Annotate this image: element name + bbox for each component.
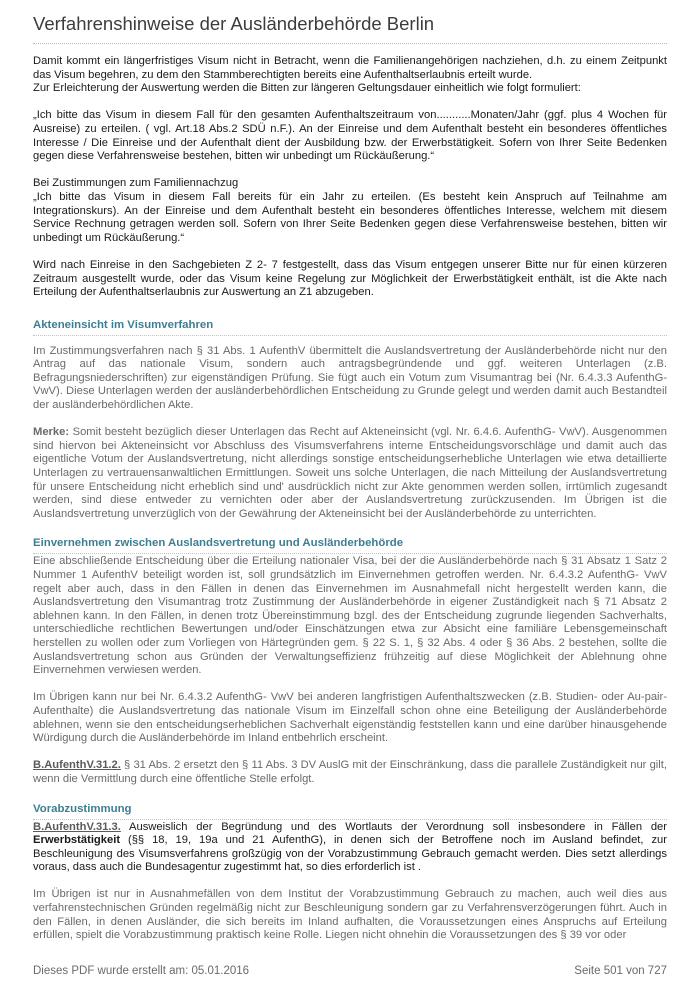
intro-paragraph-2: Zur Erleichterung der Auswertung werden die Bitten zur längeren Geltungsdauer einheitlich wie folgt formuliert:: [33, 82, 581, 95]
merke-paragraph: [33, 426, 667, 521]
intro-paragraph-1: Damit kommt ein längerfristiges Visum nicht in Betracht, wenn die Familienangehörigen nachziehen, d.h. zu einem Zeitpunkt das Visum begehren, zu dem den Stammberechtigten bereits eine Aufenthaltserlaubnis erteilt wurde.: [33, 55, 667, 81]
page-title: Verfahrenshinweise der Ausländerbehörde Berlin: [33, 12, 667, 44]
section-heading-vorabzustimmung: Vorabzustimmung: [33, 802, 667, 820]
intro-paragraph-3: Wird nach Einreise in den Sachgebieten Z 2- 7 festgestellt, dass das Visum entgegen unserer Bitte nur für einen kürzeren Zeitraum ausgestellt wurde, oder das Visum keine Regelung zur Möglichkeit der Erwerbstätigkeit enthält, ist die Akte nach Erteilung der Aufenthaltserlaubnis zur Auswertung an Z1 abzugeben.: [33, 258, 667, 299]
einvernehmen-paragraph-3-text: § 31 Abs. 2 ersetzt den § 11 Abs. 3 DV AuslG mit der Einschränkung, dass die parallele Zuständigkeit nur gilt, wenn die Vermittlung durch eine öffentliche Stelle erfolgt.: [33, 759, 667, 785]
vorabzustimmung-paragraph-2: Im Übrigen ist nur in Ausnahmefällen von dem Institut der Vorabzustimmung Gebrauch zu machen, auch weil dies aus verfahrenstechnischen Gründen regelmäßig nicht zur Beschleunigung sondern gar zu Verfahrensverzögerungen führt. Auch in den Fällen, in denen Ausländer, die sich bereits im Inland aufhalten, die Voraussetzungen eines Anspruchs auf Erteilung erfüllen, spielt die Vorabzustimmung praktisch keine Rolle. Liegen nicht ohnehin die Voraussetzungen des § 39 vor oder: [33, 888, 667, 942]
page-footer: [33, 965, 667, 981]
merke-label: Merke:: [33, 426, 70, 439]
einvernehmen-paragraph-3: [33, 759, 667, 786]
section-einvernehmen: [33, 555, 667, 786]
intro-block: [33, 55, 667, 300]
vorabzustimmung-text-c: (§§ 18, 19, 19a und 21 AufenthG), in denen sich der Betroffene noch im Ausland befindet, zur Beschleunigung des Visumsverfahrens großzügig von der Vorabzustimmung Gebrauch gemacht werden. Dies setzt allerdings voraus, dass auch die Bundesagentur zugestimmt hat, so dies erforderlich ist .: [33, 834, 667, 874]
intro-quote-2: „Ich bitte das Visum in diesem Fall bereits für ein Jahr zu erteilen. (Es besteht kein Anspruch auf Teilnahme am Integrationskurs). An der Einreise und dem Aufenthalt besteht ein besonderes öffentliches Interesse, welchem mit diesem Service Rechnung getragen werden soll. Sofern von Ihrer Seite Bedenken gegen diese Verfahrensweise bestehen, bitten wir unbedingt um Rückäußerung.“: [33, 190, 667, 244]
vorabzustimmung-paragraph-1: [33, 821, 667, 875]
family-heading: Bei Zustimmungen zum Familiennachzug: [33, 177, 239, 190]
footer-page-number: Seite 501 von 727: [574, 965, 667, 977]
document-body: [33, 55, 667, 943]
section-heading-einvernehmen: Einvernehmen zwischen Auslandsvertretung und Ausländerbehörde: [33, 536, 667, 554]
footer-created-date: Dieses PDF wurde erstellt am: 05.01.2016: [33, 965, 250, 977]
akteneinsicht-paragraph-1: Im Zustimmungsverfahren nach § 31 Abs. 1 AufenthV übermittelt die Auslandsvertretung der Ausländerbehörde nicht nur den Antrag auf das nationale Visum, sondern auch antragsbegründende und ggf. weiteren Unterlagen (z.B. Befragungsniederschriften) zur eigenständigen Prüfung. Sie fügt auch ein Votum zum Visumantrag bei (Nr. 6.4.3.3 AufenthG- VwV). Diese Unterlagen werden der ausländerbehördlichen Entscheidung zu Grunde gelegt und werden damit auch Bestandteil der ausländerbehördlichen Akte.: [33, 344, 667, 412]
einvernehmen-paragraph-1: Eine abschließende Entscheidung über die Erteilung nationaler Visa, bei der die Ausländerbehörde nach § 31 Absatz 1 Satz 2 Nummer 1 AufenthV beteiligt worden ist, soll grundsätzlich im Einvernehmen getroffen werden. Nr. 6.4.3.2 AufenthG- VwV regelt aber auch, dass in den Fällen in denen das Einvernehmen im Ausnahmefall nicht hergestellt werden kann, die Auslandsvertretung den Visumantrag trotz Zustimmung der Ausländerbehörde in eigener Zuständigkeit nach § 71 Absatz 2 ablehnen kann. In den Fällen, in denen trotz Übereinstimmung bzgl. des der Entscheidung zugrunde liegenden Sachverhalts, unterschiedliche rechtlichen Bewertungen und/oder Einschätzungen etwa zur Absicht eine familiäre Lebensgemeinschaft herstellen zu wollen oder zum Vorliegen von Härtegründen gem. § 22 S. 1, § 32 Abs. 4 oder § 36 Abs. 2 bestehen, sollte die Auslandsvertretung schon aus Gründen der Verwaltungseffizienz frühzeitig auf diese Möglichkeit der Ablehnung ohne Einvernehmen verwiesen werden.: [33, 555, 667, 677]
reference-link-aufenthv-31-3[interactable]: B.AufenthV.31.3.: [33, 820, 121, 833]
intro-quote-1: „Ich bitte das Visum in diesem Fall für den gesamten Aufenthaltszeitraum von...........Monaten/Jahr (ggf. plus 4 Wochen für Ausreise) zu erteilen. ( vgl. Art.18 Abs.2 SDÜ n.F.). An der Einreise und dem Aufenthalt besteht ein besonderes öffentliches Interesse / Die Einreise und der Aufenthalt dient der Ausbildung bzw. der Erwerbstätigkeit. Sofern von Ihrer Seite Bedenken gegen diese Verfahrensweise bestehen, bitten wir unbedingt um Rückäußerung.“: [33, 109, 667, 163]
merke-text: Somit besteht bezüglich dieser Unterlagen das Recht auf Akteneinsicht (vgl. Nr. 6.4.6. AufenthG- VwV). Ausgenommen sind hiervon bei Akteneinsicht vor Abschluss des Visumsverfahrens interne Entscheidungsvorschläge und damit auch das eigentliche Votum der Auslandsvertretung, nicht allerdings sonstige entscheidungserhebliche Unterlagen wie etwa detaillierte Unterlagen zu vertrauensanwaltlichen Ermittlungen. Soweit uns solche Unterlagen, die nach Mitteilung der Auslandsvertretung für unsere Entscheidung nicht erheblich sind und' ausdrücklich nicht zur Akte genommen werden sollen, irrtümlich zugesandt werden, sind diese entweder zu vernichten oder aber der Auslandsvertretung zurückzusenden. Im Übrigen ist die Auslandsvertretung unverzüglich von der Gewährung der Akteneinsicht bei der Ausländerbehörde zu unterrichten.: [33, 426, 667, 520]
vorabzustimmung-text-a: Ausweislich der Begründung und des Wortlauts der Verordnung soll insbesondere in Fällen der: [120, 820, 667, 833]
section-akteneinsicht: [33, 345, 667, 522]
vorabzustimmung-text-bold: Erwerbstätigkeit: [33, 834, 121, 847]
section-heading-akteneinsicht: Akteneinsicht im Visumverfahren: [33, 318, 667, 336]
einvernehmen-paragraph-2: Im Übrigen kann nur bei Nr. 6.4.3.2 AufenthG- VwV bei anderen langfristigen Aufenthaltszwecken (z.B. Studien- oder Au-pair-Aufenthalte) die Auslandsvertretung das nationale Visum im Einzelfall schon ohne eine Beteiligung der Ausländerbehörde ablehnen, wenn sie den entscheidungserheblichen Sachverhalt eigenständig feststellen kann und eine darüber hinausgehende Würdigung durch die Ausländerbehörde im Inland entbehrlich erscheint.: [33, 691, 667, 745]
section-vorabzustimmung: [33, 821, 667, 943]
reference-link-aufenthv-31-2[interactable]: B.AufenthV.31.2.: [33, 759, 121, 772]
